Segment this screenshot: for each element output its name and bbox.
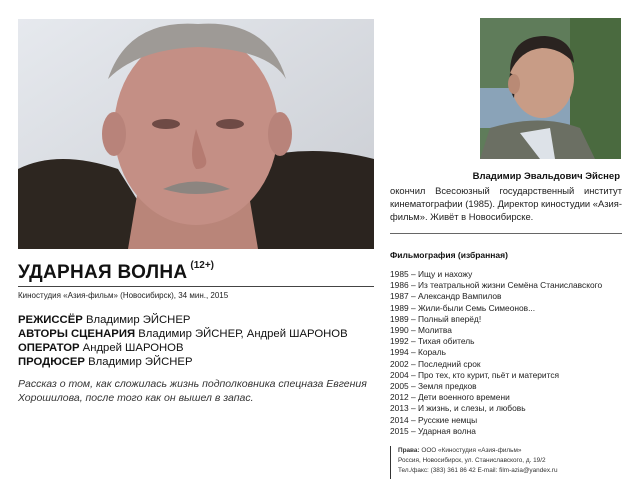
age-rating-badge: (12+) [190,260,215,271]
film-synopsis: Рассказ о том, как сложилась жизнь подполковника спецназа Евгения Хорошилова, после того как он вышел в запас. [18,378,367,404]
filmography-item: 2013 – И жизнь, и слезы, и любовь [390,403,526,414]
filmography-item: 1987 – Александр Вампилов [390,291,502,302]
credit-row [18,313,348,327]
filmography-item: 1986 – Из театральной жизни Семёна Станиславского [390,280,603,291]
filmography-item: 2014 – Русские немцы [390,414,478,425]
credits-list [18,313,348,369]
rights-block [398,446,558,476]
credit-role: АВТОРЫ СЦЕНАРИЯ [18,328,136,340]
film-still-image [18,19,374,249]
credit-names: Владимир ЭЙСНЕР, Андрей ШАРОНОВ [138,328,348,340]
studio-line: Киностудия «Азия-фильм» (Новосибирск), 34 мин., 2015 [18,291,229,300]
bio-divider [390,233,622,234]
rights-contacts: Тел./факс: (383) 361 86 42 E-mail: film-azia@yandex.ru [398,467,558,474]
filmography-item: 2012 – Дети военного времени [390,392,510,403]
filmography-item: 1989 – Жили-были Семь Симеонов... [390,302,536,313]
film-title-block [18,262,374,284]
filmography-item: 1992 – Тихая обитель [390,336,475,347]
credit-row [18,355,348,369]
director-bio: окончил Всесоюзный государственный институт кинематографии (1985). Директор киностудии «Азия-фильм». Живёт в Новосибирске. [390,185,622,222]
filmography-item: 2002 – Последний срок [390,358,481,369]
director-name: Владимир Эвальдович Эйснер [472,171,620,182]
credit-row [18,327,348,341]
filmography-item: 2015 – Ударная волна [390,425,476,436]
credit-row [18,341,348,355]
film-title: УДАРНАЯ ВОЛНА [18,262,188,283]
director-portrait-image [480,18,621,159]
rights-divider [390,446,391,479]
filmography-item: 2004 – Про тех, кто курит, пьёт и матерится [390,369,560,380]
credit-role: ОПЕРАТОР [18,342,80,354]
credit-role: ПРОДЮСЕР [18,356,85,368]
credit-names: Андрей ШАРОНОВ [82,342,184,354]
rights-holder-line [398,446,558,456]
filmography-item: 1990 – Молитва [390,325,452,336]
filmography-item: 2005 – Земля предков [390,381,477,392]
credit-role: РЕЖИССЁР [18,314,83,326]
filmography-item: 1985 – Ищу и нахожу [390,269,473,279]
rights-holder: ООО «Киностудия «Азия-фильм» [421,447,522,454]
credit-names: Владимир ЭЙСНЕР [88,356,193,368]
rights-label: Права: [398,447,420,454]
filmography-heading: Фильмография (избранная) [390,250,508,260]
title-divider [18,286,374,287]
credit-names: Владимир ЭЙСНЕР [85,314,191,326]
filmography-list [390,269,602,437]
rights-address: Россия, Новосибирск, ул. Станиславского, д. 19/2 [398,457,546,464]
filmography-item: 1989 – Полный вперёд! [390,313,482,324]
filmography-item: 1994 – Кораль [390,347,447,358]
